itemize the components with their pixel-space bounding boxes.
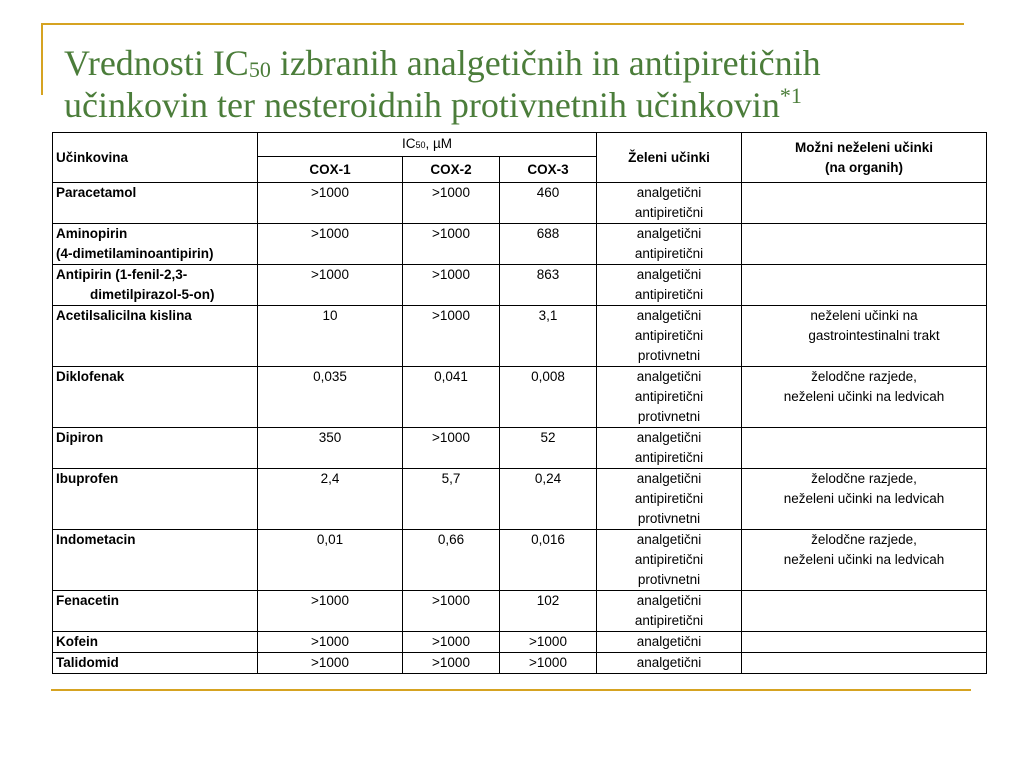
desired-effect: antipiretični — [634, 389, 704, 404]
table-row — [53, 224, 987, 265]
left-rule — [41, 23, 43, 95]
drug-name-cell — [53, 530, 258, 591]
table-row — [53, 469, 987, 530]
drug-name-cell — [53, 591, 258, 632]
cox3-value: 0,016 — [500, 530, 597, 591]
cox3-value: 102 — [500, 591, 597, 632]
drug-name: Fenacetin — [56, 593, 120, 608]
drug-name-cell — [53, 469, 258, 530]
side-effects-cell — [742, 591, 987, 632]
desired-effect: antipiretični — [634, 328, 704, 343]
desired-effect: analgetični — [636, 634, 702, 649]
drug-name: Acetilsalicilna kislina — [56, 308, 192, 323]
drug-name: Antipirin (1-fenil-2,3- — [56, 267, 188, 282]
cox2-value: >1000 — [403, 183, 500, 224]
desired-effect: antipiretični — [634, 246, 704, 261]
desired-effect: antipiretični — [634, 287, 704, 302]
table-row — [53, 367, 987, 428]
desired-effect: analgetični — [636, 369, 702, 384]
drug-name-cell — [53, 306, 258, 367]
cox2-value: >1000 — [403, 265, 500, 306]
desired-effect: antipiretični — [634, 491, 704, 506]
table-row — [53, 428, 987, 469]
desired-effect: analgetični — [636, 308, 702, 323]
drug-name: Talidomid — [56, 655, 119, 670]
drug-name-cell — [53, 183, 258, 224]
drug-name: Ibuprofen — [56, 471, 119, 486]
table-row — [53, 632, 987, 653]
drug-name: Dipiron — [56, 430, 104, 445]
header-side-effects: Možni neželeni učinki (na organih) — [742, 133, 987, 183]
drug-name-cell — [53, 428, 258, 469]
drug-name: dimetilpirazol-5-on) — [90, 287, 215, 302]
cox2-value: >1000 — [403, 653, 500, 674]
drug-name-cell — [53, 632, 258, 653]
top-rule — [41, 23, 964, 25]
header-cox2: COX-2 — [403, 157, 500, 183]
desired-effect: protivnetni — [637, 348, 701, 363]
table-row — [53, 265, 987, 306]
side-effects-cell — [742, 428, 987, 469]
table-row — [53, 653, 987, 674]
desired-effect: antipiretični — [634, 613, 704, 628]
cox1-value: >1000 — [258, 183, 403, 224]
header-drug: Učinkovina — [53, 133, 258, 183]
side-effect: neželeni učinki na — [810, 308, 918, 323]
cox2-value: >1000 — [403, 306, 500, 367]
side-effect: želodčne razjede, — [811, 471, 917, 486]
side-effects-cell — [742, 367, 987, 428]
side-effect: gastrointestinalni trakt — [808, 328, 940, 343]
desired-effects-cell — [597, 428, 742, 469]
side-effect: neželeni učinki na ledvicah — [783, 389, 945, 404]
cox1-value: >1000 — [258, 591, 403, 632]
cox2-value: 5,7 — [403, 469, 500, 530]
cox1-value: 2,4 — [258, 469, 403, 530]
desired-effects-cell — [597, 265, 742, 306]
desired-effect: antipiretični — [634, 205, 704, 220]
desired-effects-cell — [597, 224, 742, 265]
side-effects-cell — [742, 224, 987, 265]
table-row — [53, 306, 987, 367]
table-body — [53, 183, 987, 674]
side-effects-cell — [742, 306, 987, 367]
cox3-value: 3,1 — [500, 306, 597, 367]
desired-effect: analgetični — [636, 655, 702, 670]
cox2-value: >1000 — [403, 428, 500, 469]
drug-name: (4-dimetilaminoantipirin) — [56, 246, 214, 261]
cox2-value: 0,041 — [403, 367, 500, 428]
side-effects-cell — [742, 530, 987, 591]
side-effect: neželeni učinki na ledvicah — [783, 491, 945, 506]
drug-name: Indometacin — [56, 532, 136, 547]
drug-name: Aminopirin — [56, 226, 128, 241]
cox2-value: >1000 — [403, 591, 500, 632]
desired-effects-cell — [597, 653, 742, 674]
desired-effects-cell — [597, 591, 742, 632]
table-row — [53, 591, 987, 632]
side-effect: želodčne razjede, — [811, 369, 917, 384]
desired-effect: antipiretični — [634, 552, 704, 567]
drug-name-cell — [53, 653, 258, 674]
cox3-value: 52 — [500, 428, 597, 469]
cox1-value: 350 — [258, 428, 403, 469]
cox2-value: >1000 — [403, 224, 500, 265]
desired-effect: protivnetni — [637, 511, 701, 526]
cox1-value: 0,035 — [258, 367, 403, 428]
table-row — [53, 183, 987, 224]
cox3-value: 0,24 — [500, 469, 597, 530]
cox1-value: >1000 — [258, 224, 403, 265]
header-cox1: COX-1 — [258, 157, 403, 183]
desired-effects-cell — [597, 632, 742, 653]
desired-effects-cell — [597, 306, 742, 367]
desired-effects-cell — [597, 367, 742, 428]
desired-effect: analgetični — [636, 267, 702, 282]
cox3-value: 0,008 — [500, 367, 597, 428]
desired-effect: analgetični — [636, 471, 702, 486]
drug-name: Diklofenak — [56, 369, 125, 384]
table-row — [53, 530, 987, 591]
cox1-value: >1000 — [258, 632, 403, 653]
cox2-value: >1000 — [403, 632, 500, 653]
desired-effect: analgetični — [636, 185, 702, 200]
desired-effects-cell — [597, 469, 742, 530]
side-effects-cell — [742, 653, 987, 674]
desired-effect: protivnetni — [637, 409, 701, 424]
drug-name-cell — [53, 224, 258, 265]
bottom-rule — [51, 689, 971, 691]
side-effects-cell — [742, 469, 987, 530]
desired-effect: analgetični — [636, 226, 702, 241]
desired-effect: analgetični — [636, 532, 702, 547]
drug-name-cell — [53, 367, 258, 428]
cox3-value: >1000 — [500, 653, 597, 674]
drug-name: Kofein — [56, 634, 98, 649]
desired-effect: analgetični — [636, 430, 702, 445]
side-effects-cell — [742, 265, 987, 306]
ic50-table — [52, 132, 987, 674]
desired-effect: protivnetni — [637, 572, 701, 587]
drug-name: Paracetamol — [56, 185, 137, 200]
desired-effect: analgetični — [636, 593, 702, 608]
cox1-value: 10 — [258, 306, 403, 367]
desired-effect: antipiretični — [634, 450, 704, 465]
desired-effects-cell — [597, 183, 742, 224]
cox3-value: 688 — [500, 224, 597, 265]
side-effects-cell — [742, 632, 987, 653]
desired-effects-cell — [597, 530, 742, 591]
cox2-value: 0,66 — [403, 530, 500, 591]
cox3-value: 460 — [500, 183, 597, 224]
header-cox3: COX-3 — [500, 157, 597, 183]
cox1-value: 0,01 — [258, 530, 403, 591]
side-effect: neželeni učinki na ledvicah — [783, 552, 945, 567]
cox1-value: >1000 — [258, 653, 403, 674]
header-ic50: IC50, µM — [258, 133, 597, 157]
side-effect: želodčne razjede, — [811, 532, 917, 547]
slide-title: Vrednosti $IC_{50}$ izbranih analgetičnih in antipiretičnih učinkovin ter nesteroidnih protivnetnih učinkovin$^{*1}$ — [64, 43, 821, 125]
cox3-value: 863 — [500, 265, 597, 306]
side-effects-cell — [742, 183, 987, 224]
header-desired: Želeni učinki — [597, 133, 742, 183]
cox1-value: >1000 — [258, 265, 403, 306]
drug-name-cell — [53, 265, 258, 306]
cox3-value: >1000 — [500, 632, 597, 653]
